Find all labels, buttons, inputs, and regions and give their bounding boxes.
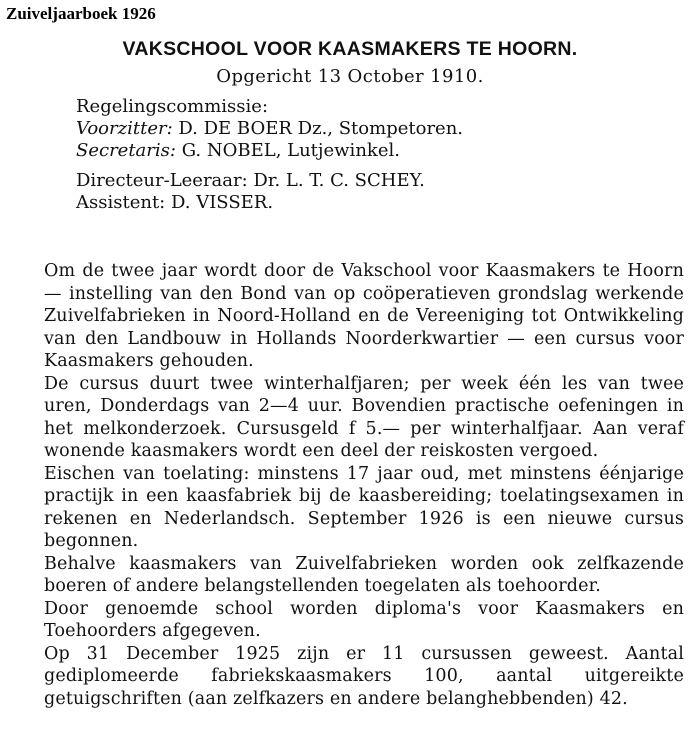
source-label: Zuiveljaarboek 1926 [6, 4, 156, 23]
secretary-role: Secretaris: [76, 140, 176, 161]
paragraph: Om de twee jaar wordt door de Vakschool voor Kaasmakers te Hoorn — instelling van den Bond van op coöperatieven grondslag werkende Zuivelfabrieken in Noord-Holland en de Vereeniging tot Ontwikkeling van den Landbouw in Hollands Noorderkwartier — een cursus voor Kaasmakers gehouden. [44, 261, 684, 371]
assistant-line: Assistent: D. VISSER. [76, 192, 274, 213]
secretary-name: G. NOBEL, Lutjewinkel. [181, 140, 400, 161]
director-line: Directeur-Leeraar: Dr. L. T. C. SCHEY. [76, 170, 425, 191]
chair-name: D. DE BOER Dz., Stompetoren. [178, 118, 464, 139]
paragraph: Behalve kaasmakers van Zuivelfabrieken worden ook zelfkazende boeren of andere belangstellenden toegelaten als toehoorder. [44, 553, 684, 596]
secretary-line [76, 140, 463, 162]
paragraph: De cursus duurt twee winterhalfjaren; per week één les van twee uren, Donderdags van 2—4 uur. Bovendien practische oefeningen in het melkonderzoek. Cursusgeld f 5.— per winterhalfjaar. Aan veraf wonende kaasmakers wordt een deel der reiskosten vergoed. [44, 373, 684, 461]
body-text [44, 260, 684, 710]
paragraph: Op 31 December 1925 zijn er 11 cursussen geweest. Aantal gediplomeerde fabriekskaasmakers 100, aantal uitgereikte getuigschriften (aan zelfkazers en andere belanghebbenden) 42. [44, 643, 684, 709]
paragraph: Door genoemde school worden diploma's voor Kaasmakers en Toehoorders afgegeven. [44, 598, 684, 641]
chair-line [76, 118, 463, 140]
committee-heading: Regelingscommissie: [76, 96, 269, 117]
founded-date: Opgericht 13 October 1910. [216, 66, 484, 87]
chair-role: Voorzitter: [76, 118, 173, 139]
page-title: VAKSCHOOL VOOR KAASMAKERS TE HOORN. [122, 38, 578, 60]
paragraph: Eischen van toelating: minstens 17 jaar oud, met minstens éénjarige practijk in een kaasfabriek bij de kaasbereiding; toelatingsexamen in rekenen en Nederlandsch. September 1926 is een nieuwe cursus begonnen. [44, 463, 684, 551]
committee-block [76, 96, 463, 214]
